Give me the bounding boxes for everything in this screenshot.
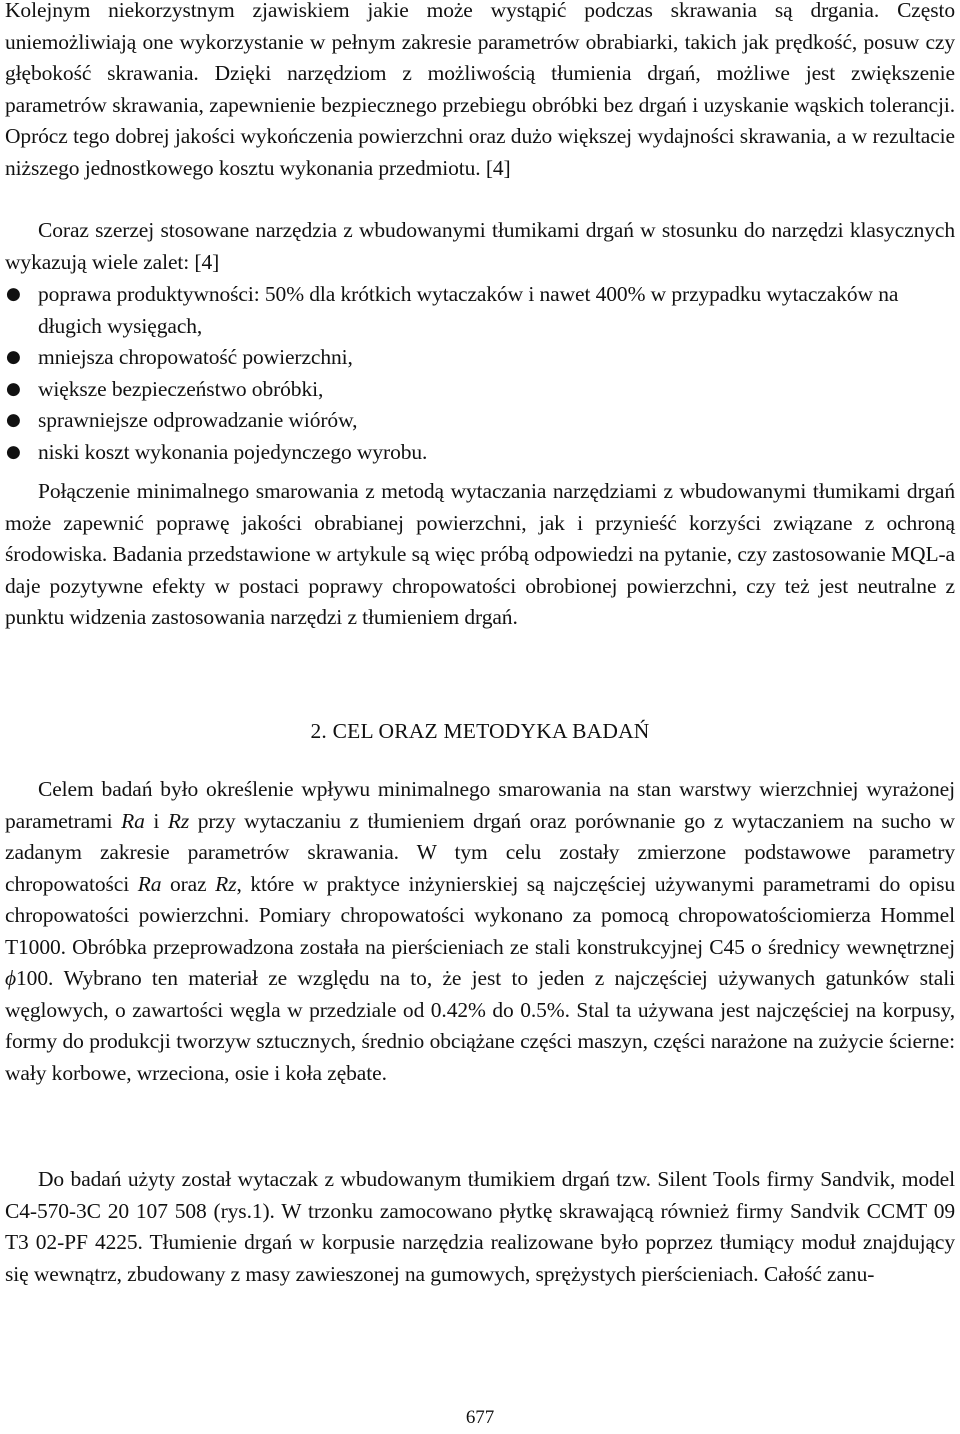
paragraph-vibration-intro: Kolejnym niekorzystnym zjawiskiem jakie może wystąpić podczas skrawania są drgania. Często uniemożliwiają one wykorzystanie w pełnym zakresie parametrów obrabiarki, takich jak prędkość, posuw czy głębokość skrawania. Dzięki narzędziom z możliwością tłumienia drgań, możliwe jest zwiększenie parametrów skrawania, zapewnienie bezpiecznego przebiegu obróbki bez drgań i uzyskanie wąskich tolerancji. Oprócz tego dobrej jakości wykończenia powierzchni oraz dużo większej wydajności skrawania, a w rezultacie niższego jednostkowego kosztu wykonania przedmiotu. [4] xyxy=(5,0,955,180)
diameter-symbol: ϕ xyxy=(5,966,17,990)
bullet-icon: ● xyxy=(6,378,21,399)
paragraph-tool-advantages-intro: Coraz szerzej stosowane narzędzia z wbudowanymi tłumikami drgań w stosunku do narzędzi klasycznych wykazują wiele zalet: [4] xyxy=(5,218,955,274)
paragraph-mql-combination: Połączenie minimalnego smarowania z metodą wytaczania narzędziami z wbudowanymi tłumikami drgań może zapewnić poprawę jakości obrabianej powierzchni, jak i przynieść korzyści związane z ochroną środowiska. Badania przedstawione w artykule są więc próbą odpowiedzi na pytanie, czy zastosowanie MQL-a daje pozytywne efekty w postaci poprawy chropowatości obrobionej powierzchni, czy też jest neutralne z punktu widzenia zastosowania narzędzi z tłumieniem drgań. xyxy=(5,479,955,629)
bullet-icon: ● xyxy=(6,284,21,304)
advantages-list xyxy=(5,279,955,468)
bullet-icon: ● xyxy=(6,347,21,367)
page-number: 677 xyxy=(465,1407,495,1428)
list-item: ● sprawniejsze odprowadzanie wiórów, xyxy=(5,405,955,437)
list-item: ● mniejsza chropowatość powierzchni, xyxy=(5,342,955,374)
bullet-icon: ● xyxy=(6,441,21,462)
list-item: ● poprawa produktywności: 50% dla krótkich wytaczaków i nawet 400% w przypadku wytaczaków na długich wysięgach, xyxy=(5,279,955,342)
list-item: ● niski koszt wykonania pojedynczego wyrobu. xyxy=(5,437,955,469)
paragraph-tool-description: Do badań użyty został wytaczak z wbudowanym tłumikiem drgań tzw. Silent Tools firmy Sandvik, model C4-570-3C 20 107 508 (rys.1). W trzonku zamocowano płytkę skrawającą również firmy Sandvik CCMT 09 T3 02-PF 4225. Tłumienie drgań w korpusie narzędzia realizowane było poprzez tłumiący moduł znajdujący się wewnątrz, zbudowany z masy zawieszonej na gumowych, sprężystych pierścieniach. Całość zanu- xyxy=(5,1167,955,1286)
section-heading: 2. CEL ORAZ METODYKA BADAŃ xyxy=(310,719,650,743)
bullet-icon: ● xyxy=(6,410,21,430)
paragraph-research-goal: Celem badań było określenie wpływu minimalnego smarowania na stan warstwy wierzchniej wyrażonej parametrami Ra i Rz przy wytaczaniu z tłumieniem drgań oraz porównanie go z wytaczaniem na sucho w zadanym zakresie parametrów skrawania. W tym celu zostały zmierzone podstawowe parametry chropowatości Ra oraz Rz, które w praktyce inżynierskiej są najczęściej używanymi parametrami do opisu chropowatości powierzchni. Pomiary chropowatości wykonano za pomocą chropowatościomierza Hommel T1000. Obróbka przeprowadzona została na pierścieniach ze stali konstrukcyjnej C45 o średnicy wewnętrznej ϕ100. Wybrano ten materiał ze względu na to, że jest to jeden z najczęściej używanych gatunków stali węglowych, o zawartości węgla w przedziale od 0.42% do 0.5%. Stal ta używana jest najczęściej na korpusy, formy do produkcji tworzyw sztucznych, średnio obciążane części maszyn, części narażone na zużycie ścierne: wały korbowe, wrzeciona, osie i koła zębate. xyxy=(5,777,956,1085)
list-item: ● większe bezpieczeństwo obróbki, xyxy=(5,374,955,406)
